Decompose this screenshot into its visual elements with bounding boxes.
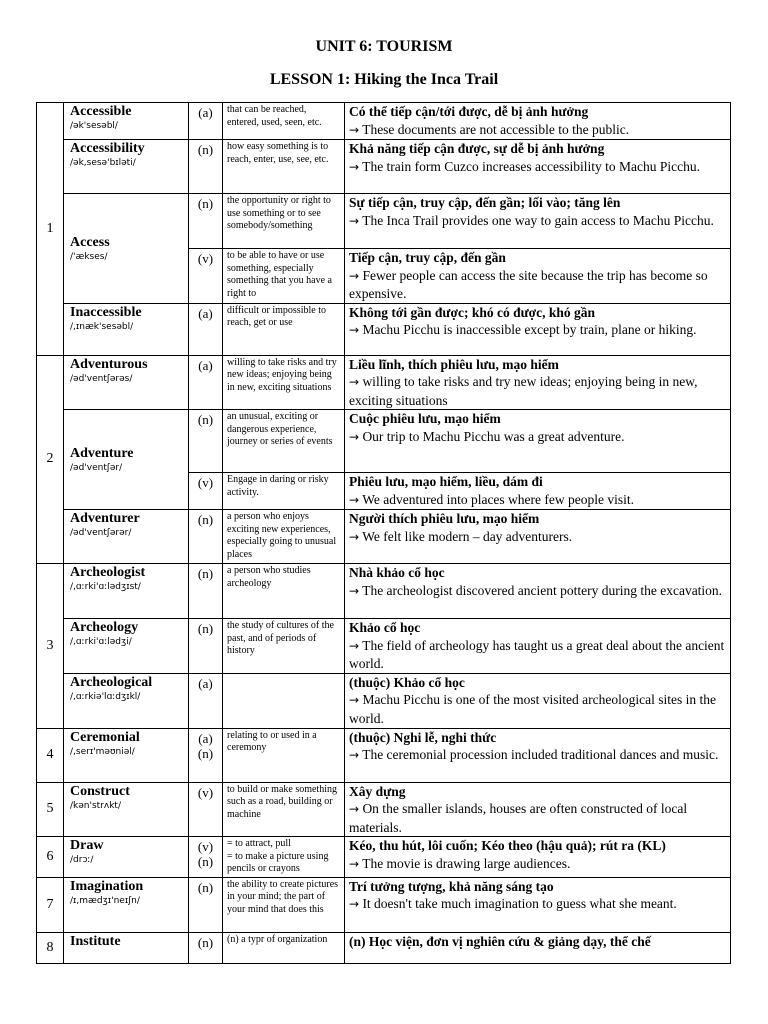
- arrow-icon: →: [349, 802, 360, 816]
- translation-cell: [345, 564, 731, 619]
- table-row: [37, 782, 731, 837]
- word-cell: [64, 837, 189, 878]
- word-cell: [64, 510, 189, 564]
- english-definition: [223, 932, 345, 963]
- vietnamese-meaning: Khảo cổ học: [349, 620, 421, 635]
- translation-cell: [345, 619, 731, 674]
- translation-cell: [345, 673, 731, 728]
- arrow-icon: →: [349, 159, 360, 174]
- entry-number: 3: [37, 564, 64, 729]
- vietnamese-meaning: Xây dựng: [349, 783, 406, 799]
- pos-label: (n): [197, 621, 214, 636]
- english-definition: [223, 410, 345, 473]
- pos-label: (a): [198, 730, 213, 746]
- example-sentence: → willing to take risks and try new ideas; enjoying being in new, exciting situations: [349, 374, 698, 408]
- table-row: [37, 673, 731, 728]
- vietnamese-meaning: Nhà khảo cổ học: [349, 565, 445, 580]
- pos-label: (n): [197, 196, 214, 211]
- word-cell: [64, 564, 189, 619]
- headword: Accessible: [70, 104, 132, 119]
- translation-cell: [345, 303, 731, 355]
- table-row: [37, 140, 731, 194]
- pos-label: (n): [197, 934, 214, 950]
- vietnamese-meaning: Phiêu lưu, mạo hiểm, liều, dám đi: [349, 474, 543, 489]
- word-cell: [64, 728, 189, 782]
- definition-line: the study of cultures of the past, and of periods of history: [227, 620, 334, 656]
- english-definition: [223, 249, 345, 304]
- unit-title: UNIT 6: TOURISM: [315, 38, 453, 55]
- phonetic: /əd'ventʃərəs/: [70, 373, 133, 384]
- definition-line: how easy something is to reach, enter, use, see, etc.: [227, 141, 329, 165]
- translation-cell: [345, 410, 731, 473]
- word-cell: [64, 303, 189, 355]
- word-cell: [64, 194, 189, 304]
- english-definition: [223, 103, 345, 140]
- arrow-icon: →: [349, 375, 360, 389]
- example-sentence: → Fewer people can access the site because the trip has become so expensive.: [349, 267, 708, 301]
- entry-number: 5: [37, 782, 64, 837]
- table-row: [37, 619, 731, 674]
- example-sentence: → We felt like modern – day adventurers.: [349, 528, 573, 544]
- word-cell: [64, 877, 189, 932]
- example-sentence: → The archeologist discovered ancient pottery during the excavation.: [349, 582, 723, 598]
- headword: Institute: [70, 933, 121, 949]
- arrow-icon: →: [349, 583, 360, 598]
- pos-label: (n): [197, 566, 214, 581]
- pos-label: (v): [197, 784, 214, 800]
- pos-label: (a): [198, 105, 213, 120]
- example-sentence: → These documents are not accessible to the public.: [349, 121, 630, 137]
- example-sentence: → It doesn't take much imagination to guess what she meant.: [349, 896, 677, 911]
- arrow-icon: →: [349, 529, 360, 544]
- table-row: [37, 932, 731, 963]
- vietnamese-meaning: Kéo, thu hút, lôi cuốn; Kéo theo (hậu quả); rút ra (KL): [349, 838, 666, 853]
- translation-cell: [345, 877, 731, 932]
- headword: Adventurer: [70, 511, 140, 526]
- english-definition: [223, 194, 345, 249]
- headword: Archeology: [70, 620, 139, 635]
- part-of-speech: [189, 510, 223, 564]
- headword: Archeologist: [70, 565, 146, 580]
- pos-label: (n): [197, 512, 214, 527]
- translation-cell: [345, 510, 731, 564]
- pos-label: (n): [197, 745, 214, 761]
- translation-cell: [345, 473, 731, 510]
- headword: Imagination: [70, 878, 144, 894]
- table-row: [37, 877, 731, 932]
- english-definition: [223, 355, 345, 410]
- arrow-icon: →: [349, 122, 360, 137]
- part-of-speech: [189, 877, 223, 932]
- vocabulary-table: [36, 102, 731, 964]
- example-sentence: → The field of archeology has taught us a great deal about the ancient world.: [349, 637, 725, 671]
- word-cell: [64, 355, 189, 410]
- pos-label: (n): [197, 412, 214, 427]
- part-of-speech: [189, 194, 223, 249]
- english-definition: [223, 728, 345, 782]
- entry-number: 2: [37, 355, 64, 564]
- example-sentence: → Machu Picchu is one of the most visited archeological sites in the world.: [349, 692, 716, 726]
- translation-cell: [345, 728, 731, 782]
- phonetic: /əd'ventʃər/: [70, 463, 123, 473]
- definition-line: relating to or used in a ceremony: [227, 729, 317, 753]
- arrow-icon: →: [349, 638, 360, 653]
- english-definition: [223, 140, 345, 194]
- phonetic: /ək,sesə'bɪləti/: [70, 158, 136, 168]
- translation-cell: [345, 355, 731, 410]
- translation-cell: [345, 249, 731, 304]
- vietnamese-meaning: Liều lĩnh, thích phiêu lưu, mạo hiểm: [349, 356, 559, 372]
- arrow-icon: →: [349, 323, 360, 337]
- definition-line: difficult or impossible to reach, get or use: [227, 304, 326, 328]
- definition-line: that can be reached, entered, used, seen, etc.: [227, 104, 322, 128]
- vietnamese-meaning: Người thích phiêu lưu, mạo hiểm: [349, 511, 540, 526]
- arrow-icon: →: [349, 856, 360, 871]
- english-definition: [223, 303, 345, 355]
- english-definition: [223, 510, 345, 564]
- pos-label: (v): [197, 839, 214, 854]
- definition-line: Engage in daring or risky activity.: [227, 474, 329, 498]
- example-sentence: → The train form Cuzco increases accessibility to Machu Picchu.: [349, 158, 700, 174]
- part-of-speech: [189, 410, 223, 473]
- definition-line: a person who enjoys exciting new experiences, especially going to unusual places: [227, 511, 337, 560]
- translation-cell: [345, 782, 731, 837]
- arrow-icon: →: [349, 213, 360, 228]
- english-definition: [223, 619, 345, 674]
- arrow-icon: →: [349, 897, 360, 911]
- phonetic: /əd'ventʃərər/: [70, 528, 132, 538]
- word-cell: [64, 782, 189, 837]
- pos-label: (a): [198, 305, 213, 321]
- table-row: [37, 510, 731, 564]
- part-of-speech: [189, 837, 223, 878]
- table-row: [37, 103, 731, 140]
- vietnamese-meaning: (thuộc) Nghi lễ, nghi thức: [349, 729, 497, 745]
- phonetic: /,ɑːrki'ɑːlədʒi/: [70, 637, 132, 647]
- vietnamese-meaning: (n) Học viện, đơn vị nghiên cứu & giảng dạy, thể chế: [349, 933, 651, 949]
- definition-line: a person who studies archeology: [227, 565, 311, 589]
- entry-number: 4: [37, 728, 64, 782]
- example-sentence: → We adventured into places where few people visit.: [349, 491, 635, 507]
- translation-cell: [345, 194, 731, 249]
- english-definition: [223, 564, 345, 619]
- pos-label: (a): [198, 675, 213, 691]
- arrow-icon: →: [349, 268, 360, 283]
- part-of-speech: [189, 673, 223, 728]
- definition-line: = to make a picture using pencils or crayons: [227, 850, 329, 874]
- vietnamese-meaning: (thuộc) Khảo cổ học: [349, 674, 465, 690]
- definition-line: willing to take risks and try new ideas; enjoying being in new, exciting situations: [227, 356, 337, 393]
- part-of-speech: [189, 140, 223, 194]
- definition-line: (n) a typr of organization: [227, 933, 328, 945]
- part-of-speech: [189, 619, 223, 674]
- entry-number: 7: [37, 877, 64, 932]
- translation-cell: [345, 103, 731, 140]
- arrow-icon: →: [349, 693, 360, 707]
- headword: Archeological: [70, 674, 153, 690]
- phonetic: /ɪ,mædʒɪ'neɪʃn/: [70, 895, 140, 906]
- table-row: [37, 194, 731, 249]
- table-row: [37, 355, 731, 410]
- phonetic: /ək'sesəbl/: [70, 121, 118, 131]
- pos-label: (n): [197, 879, 214, 895]
- part-of-speech: [189, 564, 223, 619]
- vietnamese-meaning: Khả năng tiếp cận được, sự dễ bị ảnh hưởng: [349, 141, 605, 156]
- pos-label: (n): [197, 854, 214, 869]
- part-of-speech: [189, 303, 223, 355]
- headword: Adventure: [70, 446, 134, 461]
- word-cell: [64, 410, 189, 510]
- entry-number: 1: [37, 103, 64, 356]
- vietnamese-meaning: Sự tiếp cận, truy cập, đến gần; lối vào; tăng lên: [349, 195, 621, 210]
- phonetic: /,ɪnæk'sesəbl/: [70, 321, 134, 332]
- part-of-speech: [189, 103, 223, 140]
- pos-label: (v): [197, 251, 214, 266]
- example-sentence: → On the smaller islands, houses are often constructed of local materials.: [349, 801, 688, 835]
- table-row: [37, 728, 731, 782]
- word-cell: [64, 673, 189, 728]
- headword: Accessibility: [70, 141, 145, 156]
- pos-label: (v): [197, 475, 214, 490]
- translation-cell: [345, 837, 731, 878]
- example-sentence: → The movie is drawing large audiences.: [349, 855, 571, 871]
- example-sentence: → Machu Picchu is inaccessible except by train, plane or hiking.: [349, 322, 697, 337]
- english-definition: [223, 782, 345, 837]
- word-cell: [64, 103, 189, 140]
- example-sentence: → The ceremonial procession included traditional dances and music.: [349, 747, 719, 762]
- headword: Inaccessible: [70, 304, 142, 320]
- arrow-icon: →: [349, 748, 360, 762]
- definition-line: an unusual, exciting or dangerous experience, journey or series of events: [227, 411, 333, 447]
- phonetic: /kən'strʌkt/: [70, 800, 121, 811]
- definition-line: to build or make something such as a road, building or machine: [227, 783, 337, 820]
- arrow-icon: →: [349, 429, 360, 444]
- table-row: [37, 303, 731, 355]
- lesson-title: LESSON 1: Hiking the Inca Trail: [269, 71, 499, 88]
- english-definition: [223, 673, 345, 728]
- entry-number: 6: [37, 837, 64, 878]
- vietnamese-meaning: Trí tưởng tượng, khả năng sáng tạo: [349, 878, 554, 894]
- example-sentence: → The Inca Trail provides one way to gain access to Machu Picchu.: [349, 212, 714, 228]
- part-of-speech: [189, 473, 223, 510]
- part-of-speech: [189, 355, 223, 410]
- pos-label: (a): [198, 357, 213, 373]
- entry-number: 8: [37, 932, 64, 963]
- phonetic: /,ɑːrki'ɑːlədʒɪst/: [70, 582, 141, 592]
- part-of-speech: [189, 932, 223, 963]
- definition-line: the opportunity or right to use something or to see somebody/something: [227, 195, 331, 231]
- table-row: [37, 410, 731, 473]
- english-definition: [223, 877, 345, 932]
- headword: Construct: [70, 783, 130, 799]
- vietnamese-meaning: Có thể tiếp cận/tới được, dễ bị ảnh hưởng: [349, 104, 589, 119]
- english-definition: [223, 473, 345, 510]
- definition-line: the ability to create pictures in your mind; the part of your mind that does this: [227, 878, 339, 915]
- phonetic: /,ɑːrkiə'lɑːdʒɪkl/: [70, 691, 141, 702]
- part-of-speech: [189, 728, 223, 782]
- phonetic: /,serɪ'məʊniəl/: [70, 746, 135, 757]
- table-row: [37, 564, 731, 619]
- headword: Adventurous: [70, 356, 148, 372]
- pos-label: (n): [197, 142, 214, 157]
- example-sentence: → Our trip to Machu Picchu was a great adventure.: [349, 428, 625, 444]
- headword: Access: [70, 234, 110, 250]
- english-definition: [223, 837, 345, 878]
- arrow-icon: →: [349, 492, 360, 507]
- word-cell: [64, 140, 189, 194]
- part-of-speech: [189, 782, 223, 837]
- definition-line: to be able to have or use something, especially something that you have a right to: [227, 250, 332, 299]
- vietnamese-meaning: Tiếp cận, truy cập, đến gần: [349, 250, 506, 265]
- phonetic: /'ækses/: [70, 251, 108, 262]
- headword: Draw: [70, 838, 104, 853]
- vietnamese-meaning: Không tới gần được; khó có được, khó gần: [349, 304, 596, 320]
- vietnamese-meaning: Cuộc phiêu lưu, mạo hiểm: [349, 411, 501, 426]
- headword: Ceremonial: [70, 729, 140, 745]
- part-of-speech: [189, 249, 223, 304]
- translation-cell: [345, 140, 731, 194]
- definition-line: = to attract, pull: [227, 838, 291, 849]
- phonetic: /drɔː/: [70, 855, 94, 865]
- table-row: [37, 837, 731, 878]
- word-cell: [64, 932, 189, 963]
- word-cell: [64, 619, 189, 674]
- translation-cell: [345, 932, 731, 963]
